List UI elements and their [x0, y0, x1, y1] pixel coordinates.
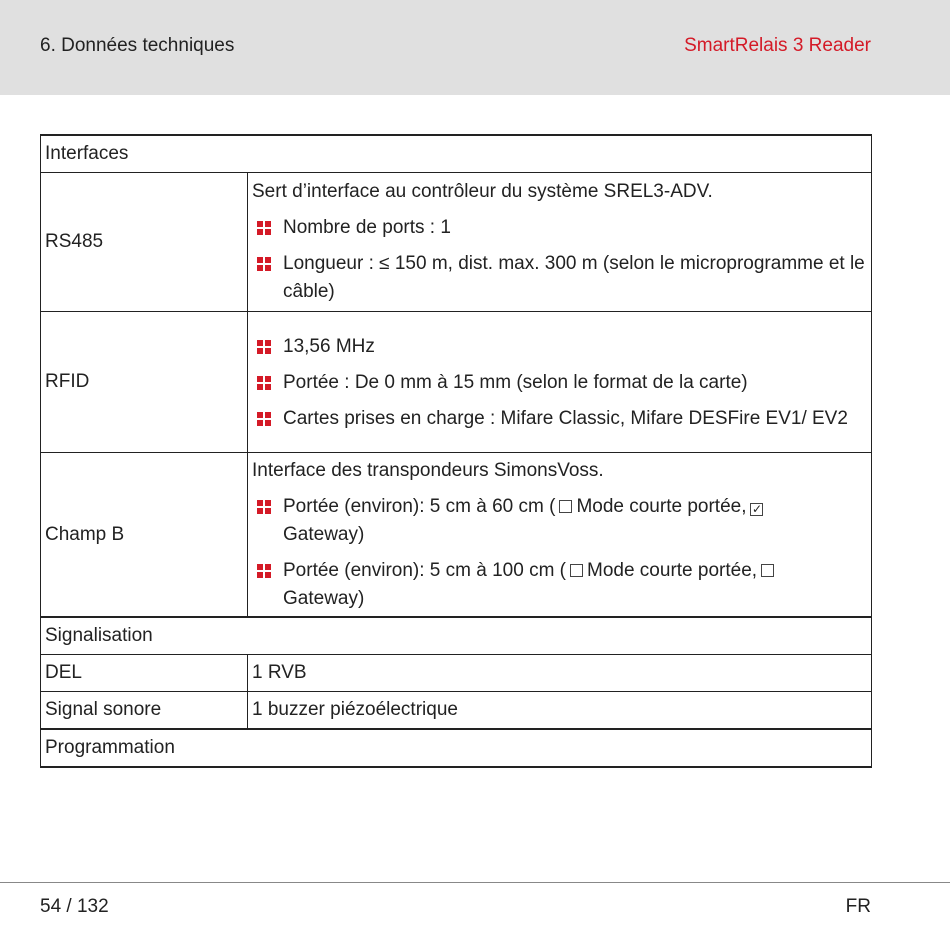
bullet-icon — [257, 221, 271, 235]
checkbox-short-range-icon — [559, 500, 572, 513]
checkbox-gateway-icon — [761, 564, 774, 577]
row-label-rfid: RFID — [41, 312, 248, 453]
table-row — [41, 312, 872, 453]
section-title: 6. Données techniques — [40, 35, 235, 56]
bullet-icon — [257, 564, 271, 578]
row-value-signal: 1 buzzer piézoélectrique — [248, 692, 872, 730]
page-header — [0, 0, 950, 95]
bullet-text: 13,56 MHz — [283, 336, 375, 357]
bullet-text: Cartes prises en charge : Mifare Classic, Mifare DESFire EV1/ EV2 — [283, 408, 848, 429]
bullet-text: Mode courte portée, — [576, 495, 747, 517]
table-row — [41, 135, 872, 173]
row-value-champ-b — [248, 453, 872, 618]
list-item — [252, 405, 867, 433]
bullet-text: Mode courte portée, — [587, 559, 758, 581]
row-label-signal: Signal sonore — [41, 692, 248, 730]
bullet-text: Portée (environ): 5 cm à 100 cm ( — [283, 559, 566, 581]
table-row — [41, 655, 872, 692]
row-value-rs485 — [248, 173, 872, 312]
row-value-rfid — [248, 312, 872, 453]
page-number: 54 / 132 — [40, 896, 109, 917]
list-item — [252, 250, 867, 306]
section-heading-programmation: Programmation — [41, 729, 872, 767]
row-label-champ-b: Champ B — [41, 453, 248, 618]
table-row — [41, 617, 872, 655]
list-item — [252, 369, 867, 397]
checkbox-gateway-icon: ✓ — [751, 501, 763, 516]
bullet-text: Portée (environ): 5 cm à 60 cm ( — [283, 495, 556, 517]
bullet-icon — [257, 257, 271, 271]
bullet-text: Portée : De 0 mm à 15 mm (selon le format de la carte) — [283, 372, 748, 393]
language-code: FR — [845, 896, 871, 917]
table-row — [41, 173, 872, 312]
product-title: SmartRelais 3 Reader — [684, 35, 871, 56]
table-row — [41, 692, 872, 730]
list-item — [252, 333, 867, 361]
rs485-intro: Sert d’interface au contrôleur du système SREL3-ADV. — [252, 181, 713, 202]
list-item — [252, 557, 867, 613]
checkbox-short-range-icon — [570, 564, 583, 577]
champ-b-intro: Interface des transpondeurs SimonsVoss. — [252, 459, 604, 481]
row-label-rs485: RS485 — [41, 173, 248, 312]
section-heading-interfaces: Interfaces — [41, 135, 872, 173]
list-item — [252, 214, 867, 242]
table-row — [41, 729, 872, 767]
bullet-text: Nombre de ports : 1 — [283, 217, 451, 238]
bullet-text: Longueur : ≤ 150 m, dist. max. 300 m (selon le microprogramme et le câble) — [283, 253, 865, 302]
bullet-text: Gateway) — [283, 523, 365, 545]
row-label-del: DEL — [41, 655, 248, 692]
bullet-icon — [257, 500, 271, 514]
bullet-text: Gateway) — [283, 587, 365, 609]
footer-divider — [0, 882, 950, 883]
section-heading-signalisation: Signalisation — [41, 617, 872, 655]
bullet-icon — [257, 340, 271, 354]
list-item — [252, 493, 867, 549]
table-row — [41, 453, 872, 618]
spec-table — [40, 134, 872, 768]
bullet-icon — [257, 412, 271, 426]
row-value-del: 1 RVB — [248, 655, 872, 692]
bullet-icon — [257, 376, 271, 390]
